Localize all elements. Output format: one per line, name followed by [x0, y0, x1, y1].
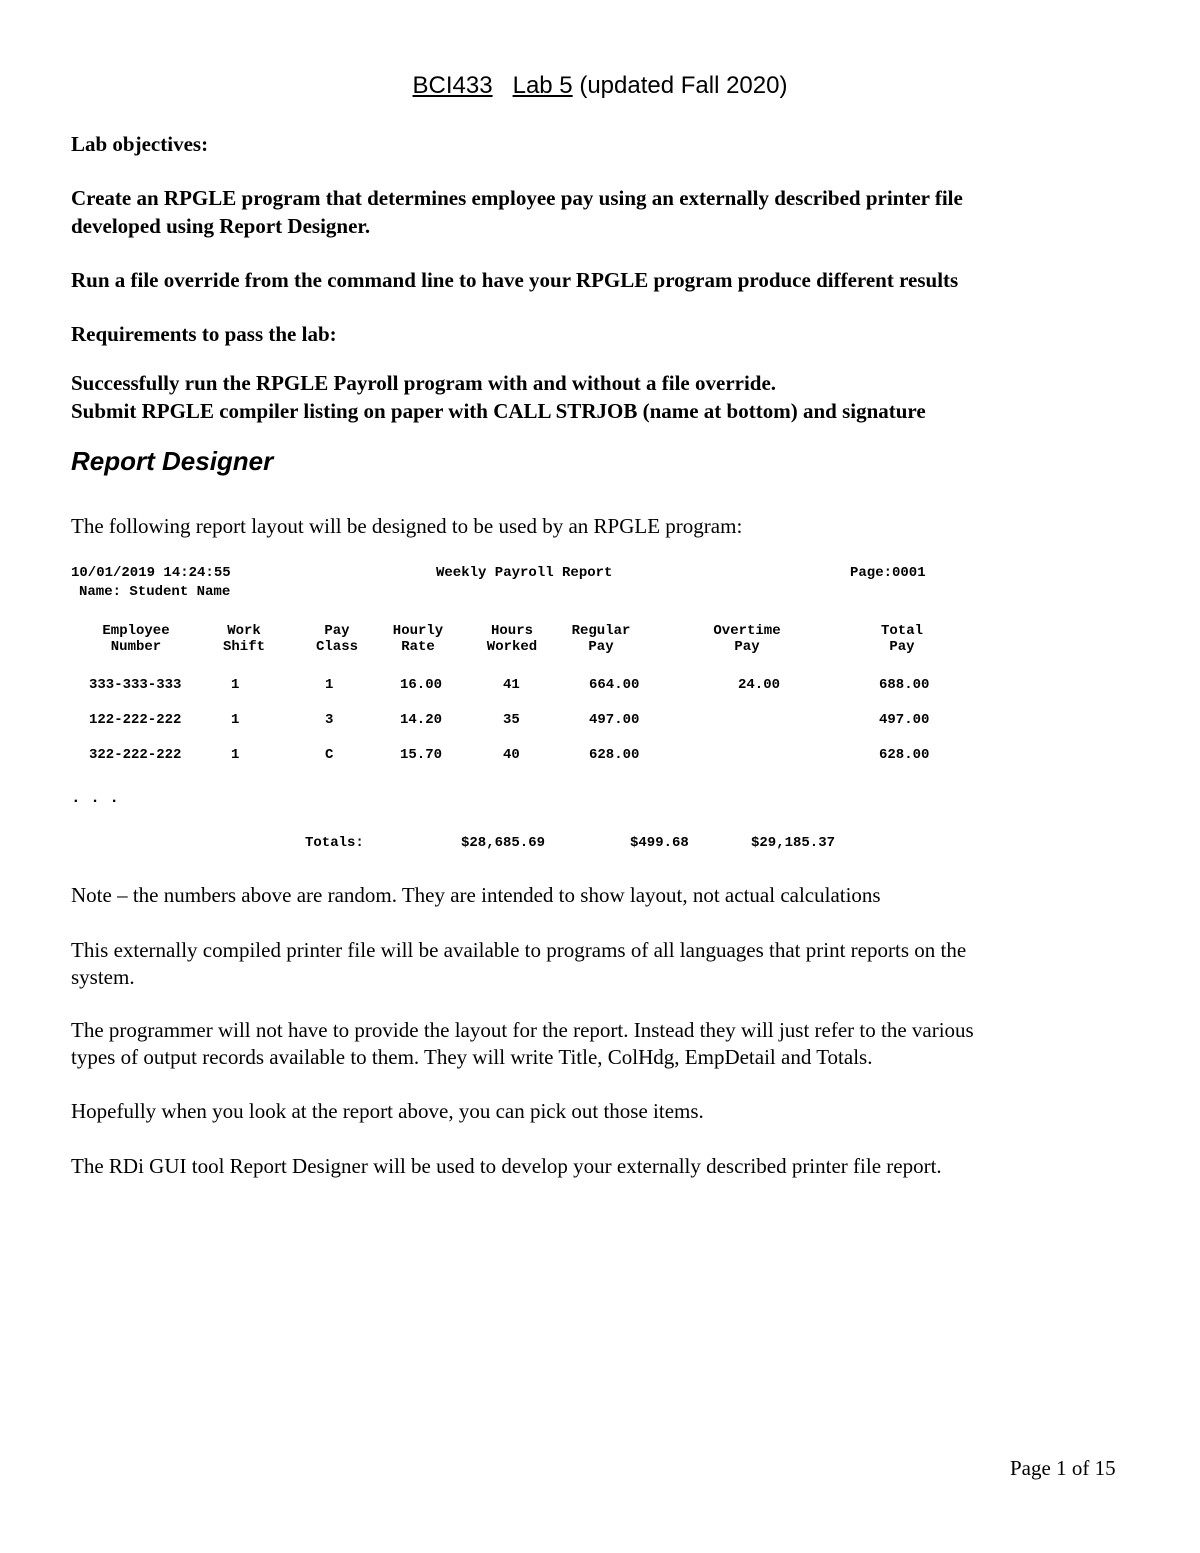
row-1-class: 1 [325, 677, 334, 693]
row-2-total: 497.00 [879, 712, 930, 728]
row-3-shift: 1 [231, 747, 240, 763]
section-title: Report Designer [71, 446, 274, 476]
intro-text: The following report layout will be designed to be used by an RPGLE program: [71, 514, 743, 538]
totals-label: Totals: [305, 835, 364, 851]
note-paragraph: Note – the numbers above are random. They are intended to show layout, not actual calculations [71, 883, 881, 907]
row-3-class: C [325, 747, 334, 763]
row-3-total: 628.00 [879, 747, 930, 763]
report-ellipsis: . . . [71, 789, 120, 807]
objective-1-line-1: Create an RPGLE program that determines employee pay using an externally described printer file [71, 186, 963, 210]
col-heading-pay-class: Pay Class [315, 623, 359, 655]
paragraph-1-line-1: This externally compiled printer file will be available to programs of all languages that print reports on the [71, 938, 967, 962]
row-2-shift: 1 [231, 712, 240, 728]
totals-regular-pay: $28,685.69 [461, 835, 546, 851]
col-heading-employee: Employee Number [102, 623, 170, 655]
paragraph-1-line-2: system. [71, 965, 135, 989]
objective-2: Run a file override from the command line to have your RPGLE program produce different results [71, 268, 959, 292]
report-title: Weekly Payroll Report [436, 565, 613, 581]
totals-overtime-pay: $499.68 [630, 835, 689, 851]
document-title [0, 72, 1200, 100]
objective-1-line-2: developed using Report Designer. [71, 214, 371, 238]
row-3-employee: 322-222-222 [89, 747, 182, 763]
row-2-class: 3 [325, 712, 334, 728]
paragraph-2-line-2: types of output records available to them. They will write Title, ColHdg, EmpDetail and Totals. [71, 1045, 873, 1069]
row-1-regular: 664.00 [589, 677, 640, 693]
requirement-2: Submit RPGLE compiler listing on paper with CALL STRJOB (name at bottom) and signature [71, 399, 926, 423]
report-datetime: 10/01/2019 14:24:55 [71, 565, 231, 581]
course-code: BCI433 [412, 72, 493, 99]
lab-number: Lab 5 [512, 72, 573, 99]
col-heading-hourly-rate: Hourly Rate [392, 623, 444, 655]
requirement-1: Successfully run the RPGLE Payroll program with and without a file override. [71, 371, 777, 395]
page-footer: Page 1 of 15 [1010, 1456, 1116, 1480]
col-heading-hours-worked: Hours Worked [486, 623, 538, 655]
row-1-hours: 41 [503, 677, 520, 693]
totals-total-pay: $29,185.37 [751, 835, 836, 851]
row-2-rate: 14.20 [400, 712, 443, 728]
objectives-heading: Lab objectives: [71, 132, 209, 156]
row-3-rate: 15.70 [400, 747, 443, 763]
paragraph-2-line-1: The programmer will not have to provide the layout for the report. Instead they will just refer to the various [71, 1018, 974, 1042]
row-3-hours: 40 [503, 747, 520, 763]
row-2-employee: 122-222-222 [89, 712, 182, 728]
col-heading-regular-pay: Regular Pay [571, 623, 631, 655]
report-page-number: Page:0001 [850, 565, 926, 581]
row-2-regular: 497.00 [589, 712, 640, 728]
row-1-total: 688.00 [879, 677, 930, 693]
paragraph-4: The RDi GUI tool Report Designer will be used to develop your externally described printer file report. [71, 1154, 942, 1178]
col-heading-work-shift: Work Shift [222, 623, 266, 655]
row-1-rate: 16.00 [400, 677, 443, 693]
row-1-employee: 333-333-333 [89, 677, 182, 693]
paragraph-3: Hopefully when you look at the report above, you can pick out those items. [71, 1099, 704, 1123]
row-2-hours: 35 [503, 712, 520, 728]
requirements-heading: Requirements to pass the lab: [71, 322, 337, 346]
updated-note: (updated Fall 2020) [579, 72, 788, 99]
report-name-line: Name: Student Name [79, 584, 231, 600]
row-1-overtime: 24.00 [738, 677, 781, 693]
row-3-regular: 628.00 [589, 747, 640, 763]
col-heading-overtime-pay: Overtime Pay [713, 623, 781, 655]
col-heading-total-pay: Total Pay [880, 623, 924, 655]
row-1-shift: 1 [231, 677, 240, 693]
